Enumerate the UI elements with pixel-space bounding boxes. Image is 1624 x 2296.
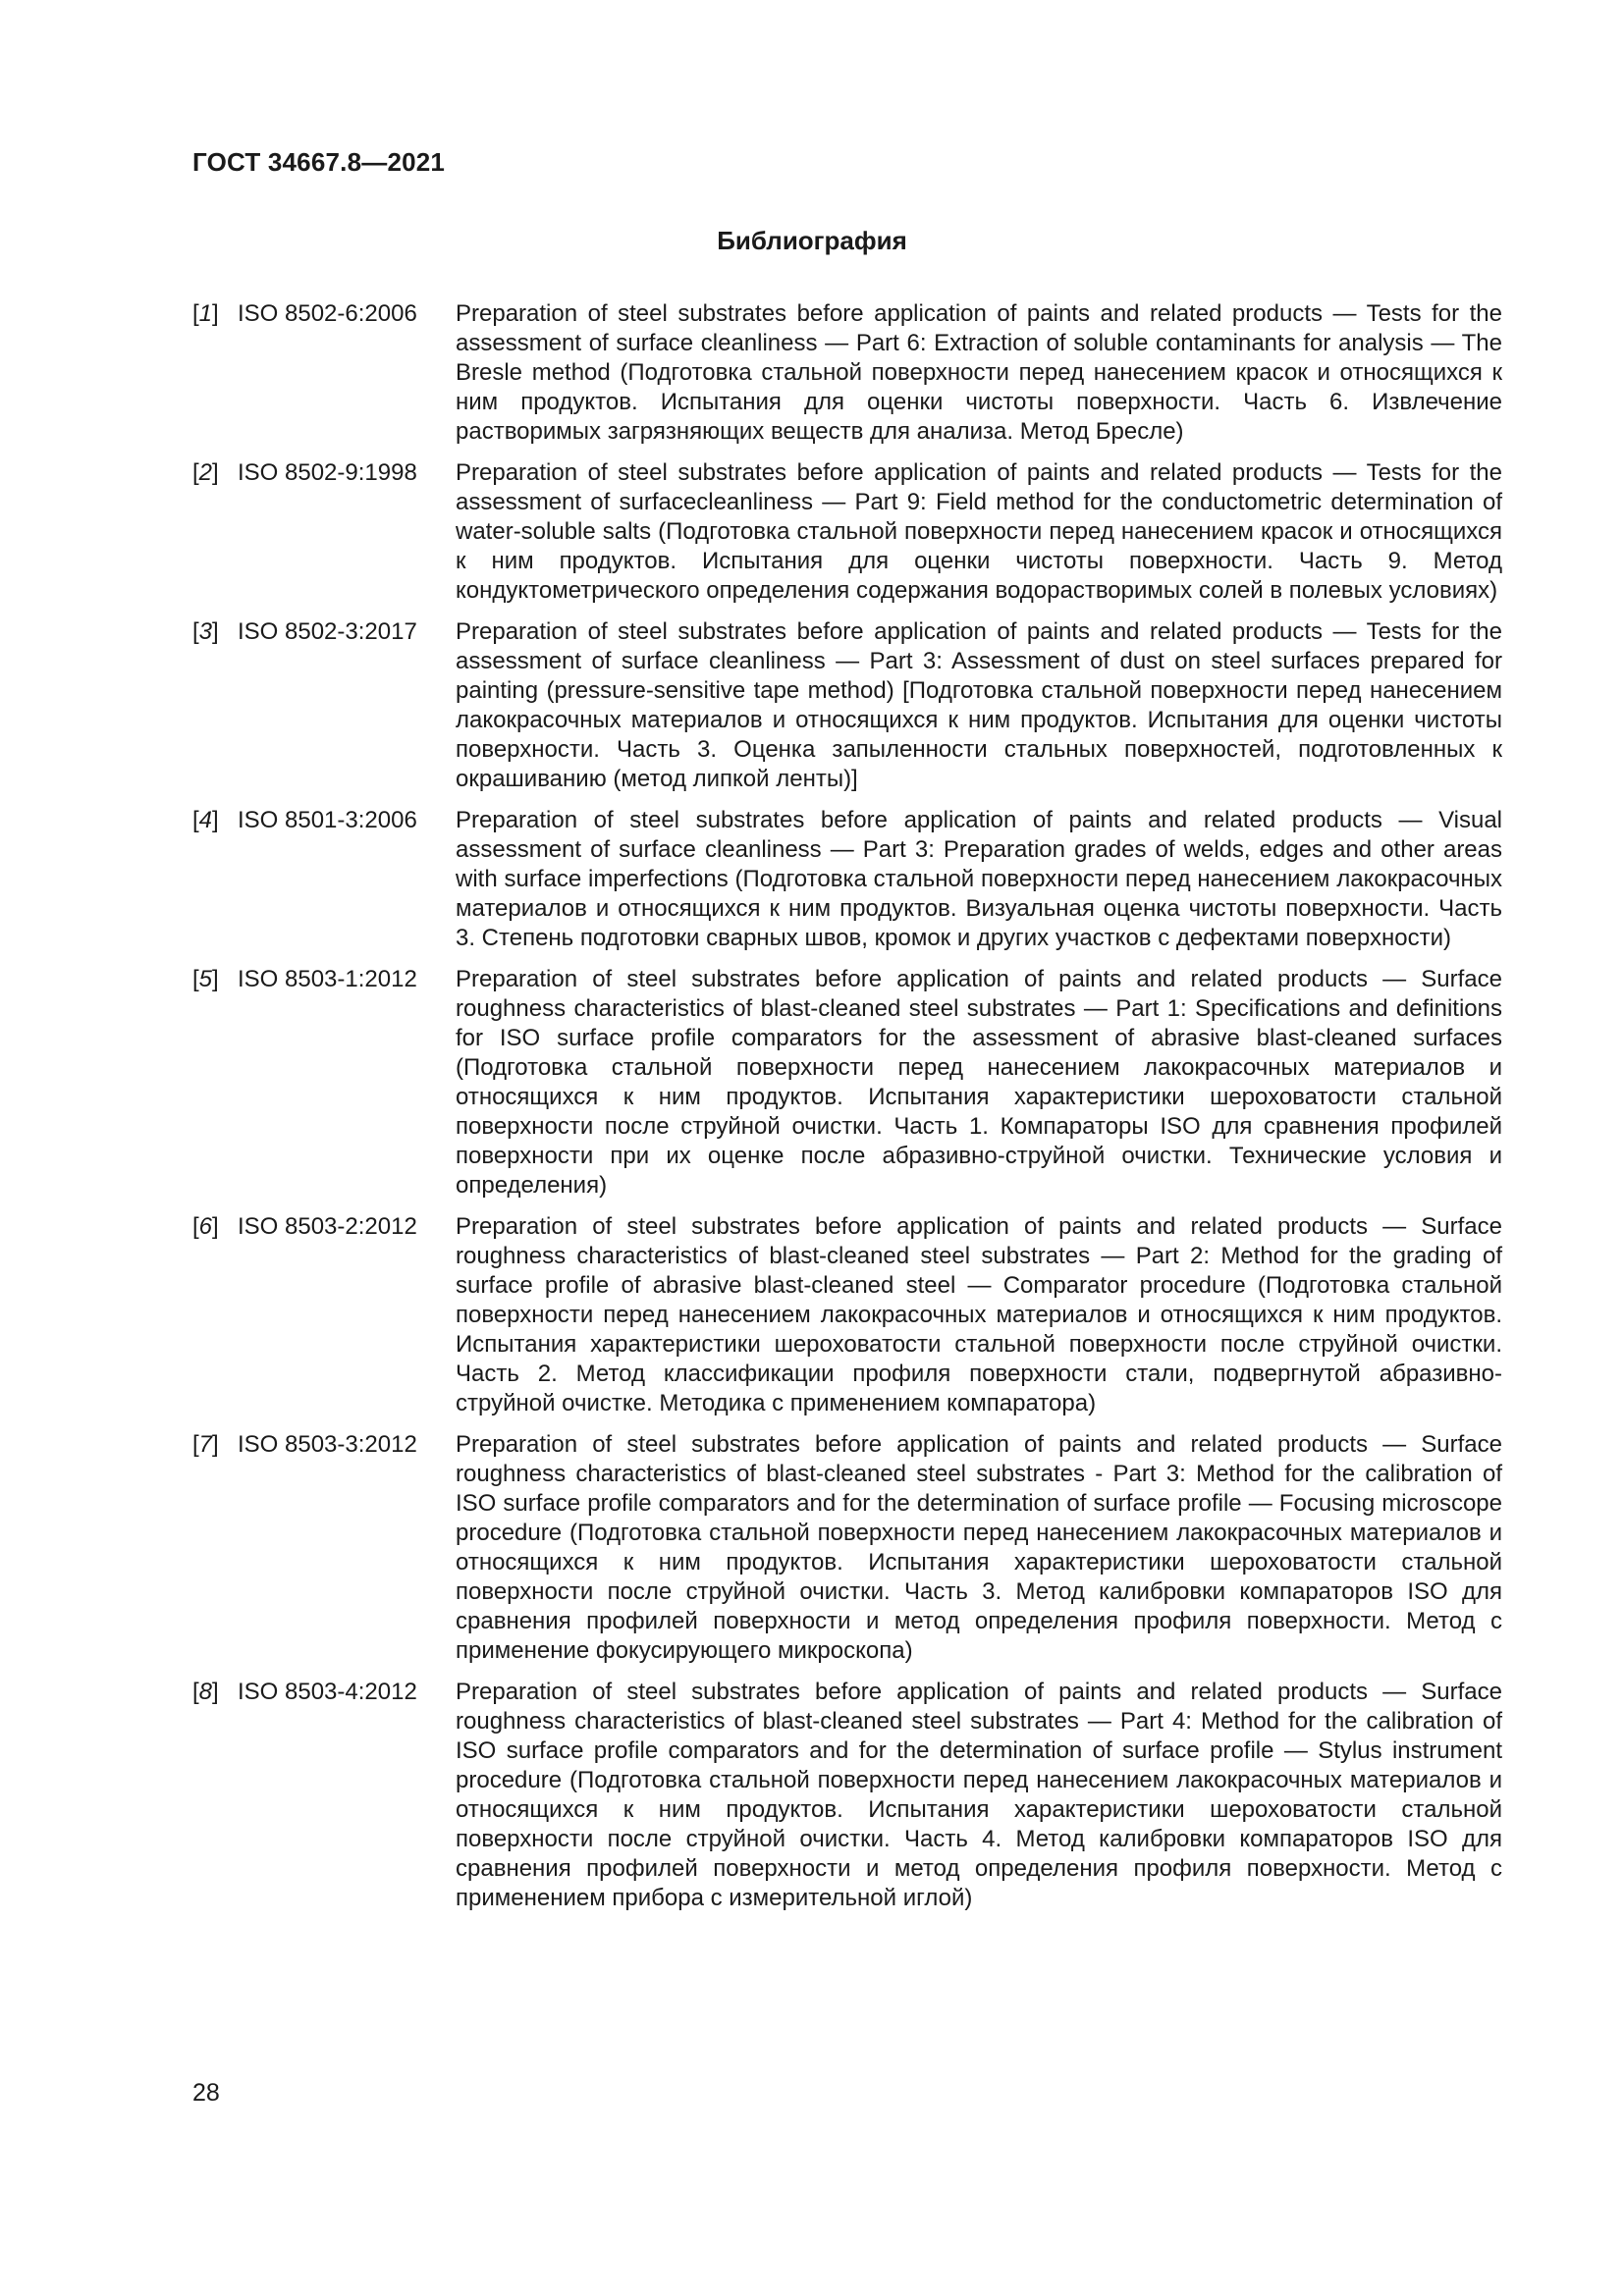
entry-title-text: Preparation of steel substrates before application of paints and related products — Tests for the assessment of surfacecleanliness — Part 9: Field method for the conductometric determination of water-soluble salts (Подготовка стальной поверхности перед нанесением красок и относящихся к ним продуктов. Испытания для оценки чистоты поверхности. Часть 9. Метод кондуктометрического определения содержания водорастворимых солей в полевых условиях) <box>456 459 1502 604</box>
entry-standard-code: ISO 8502-9:1998 <box>238 459 417 486</box>
entry-index: 6 <box>198 1213 213 1240</box>
page-number: 28 <box>192 2079 220 2107</box>
entry-number: [7] <box>192 1431 219 1458</box>
entry-number: [6] <box>192 1213 219 1240</box>
bibliography-entry <box>192 458 1502 606</box>
entry-title-text: Preparation of steel substrates before application of paints and related products — Surface roughness characteristics of blast-cleaned steel substrates — Part 2: Method for the grading of surface profile of abrasive blast-cleaned steel — Comparator procedure (Подготовка стальной поверхности перед нанесением лакокрасочных материалов и относящихся к ним продуктов. Испытания характеристики шероховатости стальной поверхности после струйной очистки. Часть 2. Метод классификации профиля поверхности стали, подвергнутой абразивно-струйной очистке. Методика с применением компаратора) <box>456 1213 1502 1416</box>
entry-number: [3] <box>192 618 219 645</box>
entry-number: [1] <box>192 300 219 327</box>
entry-standard-code: ISO 8502-6:2006 <box>238 300 417 327</box>
entry-standard-code: ISO 8503-3:2012 <box>238 1431 417 1458</box>
entry-index: 1 <box>198 300 213 327</box>
entry-number: [4] <box>192 807 219 833</box>
entry-title-text: Preparation of steel substrates before application of paints and related products — Tests for the assessment of surface cleanliness — Part 6: Extraction of soluble contaminants for analysis — The Bresle method (Подготовка стальной поверхности перед нанесением красок и относящихся к ним продуктов. Испытания для оценки чистоты поверхности. Часть 6. Извлечение растворимых загрязняющих веществ для анализа. Метод Бресле) <box>456 300 1502 445</box>
bibliography-entry <box>192 1430 1502 1666</box>
entry-index: 8 <box>198 1679 213 1705</box>
entry-number: [5] <box>192 966 219 992</box>
entry-index: 7 <box>198 1431 213 1458</box>
document-code-header: ГОСТ 34667.8—2021 <box>192 147 446 177</box>
bibliography-list <box>192 299 1502 1925</box>
entry-title-text: Preparation of steel substrates before application of paints and related products — Tests for the assessment of surface cleanliness — Part 3: Assessment of dust on steel surfaces prepared for painting (pressure-sensitive tape method) [Подготовка стальной поверхности перед нанесением лакокрасочных материалов и относящихся к ним продуктов. Испытания для оценки чистоты поверхности. Часть 3. Оценка запыленности стальных поверхностей, подготовленных к окрашиванию (метод липкой ленты)] <box>456 618 1502 792</box>
entry-index: 5 <box>198 966 213 992</box>
entry-title-text: Preparation of steel substrates before application of paints and related products — Surface roughness characteristics of blast-cleaned steel substrates — Part 4: Method for the calibration of ISO surface profile comparators and for the determination of surface profile — Stylus instrument procedure (Подготовка стальной поверхности перед нанесением лакокрасочных материалов и относящихся к ним продуктов. Испытания характеристики шероховатости стальной поверхности после струйной очистки. Часть 4. Метод калибровки компараторов ISO для сравнения профилей поверхности и метод определения профиля поверхности. Метод с применением прибора с измерительной иглой) <box>456 1679 1502 1911</box>
entry-title-text: Preparation of steel substrates before application of paints and related products — Surface roughness characteristics of blast-cleaned steel substrates - Part 3: Method for the calibration of ISO surface profile comparators and for the determination of surface profile — Focusing microscope procedure (Подготовка стальной поверхности перед нанесением лакокрасочных материалов и относящихся к ним продуктов. Испытания характеристики шероховатости стальной поверхности после струйной очистки. Часть 3. Метод калибровки компараторов ISO для сравнения профилей поверхности и метод определения профиля поверхности. Метод с применение фокусирующего микроскопа) <box>456 1431 1502 1664</box>
entry-title-text: Preparation of steel substrates before application of paints and related products — Surface roughness characteristics of blast-cleaned steel substrates — Part 1: Specifications and definitions for ISO surface profile comparators for the assessment of abrasive blast-cleaned surfaces (Подготовка стальной поверхности перед нанесением лакокрасочных материалов и относящихся к ним продуктов. Испытания характеристики шероховатости стальной поверхности после струйной очистки. Часть 1. Компараторы ISO для сравнения профилей поверхности при их оценке после абразивно-струйной очистки. Технические условия и определения) <box>456 966 1502 1199</box>
bibliography-entry <box>192 1212 1502 1418</box>
entry-number: [2] <box>192 459 219 486</box>
bibliography-entry <box>192 806 1502 953</box>
entry-index: 2 <box>198 459 213 486</box>
entry-standard-code: ISO 8502-3:2017 <box>238 618 417 645</box>
entry-index: 3 <box>198 618 213 645</box>
section-title: Библиография <box>717 226 907 255</box>
entry-index: 4 <box>198 807 213 833</box>
entry-standard-code: ISO 8503-1:2012 <box>238 966 417 992</box>
entry-title-text: Preparation of steel substrates before application of paints and related products — Visual assessment of surface cleanliness — Part 3: Preparation grades of welds, edges and other areas with surface imperfections (Подготовка стальной поверхности перед нанесением лакокрасочных материалов и относящихся к ним продуктов. Визуальная оценка чистоты поверхности. Часть 3. Степень подготовки сварных швов, кромок и других участков с дефектами поверхности) <box>456 807 1502 951</box>
bibliography-entry <box>192 1678 1502 1913</box>
entry-standard-code: ISO 8503-2:2012 <box>238 1213 417 1240</box>
entry-number: [8] <box>192 1679 219 1705</box>
bibliography-entry <box>192 299 1502 447</box>
bibliography-entry <box>192 965 1502 1201</box>
bibliography-entry <box>192 617 1502 794</box>
entry-standard-code: ISO 8503-4:2012 <box>238 1679 417 1705</box>
entry-standard-code: ISO 8501-3:2006 <box>238 807 417 833</box>
